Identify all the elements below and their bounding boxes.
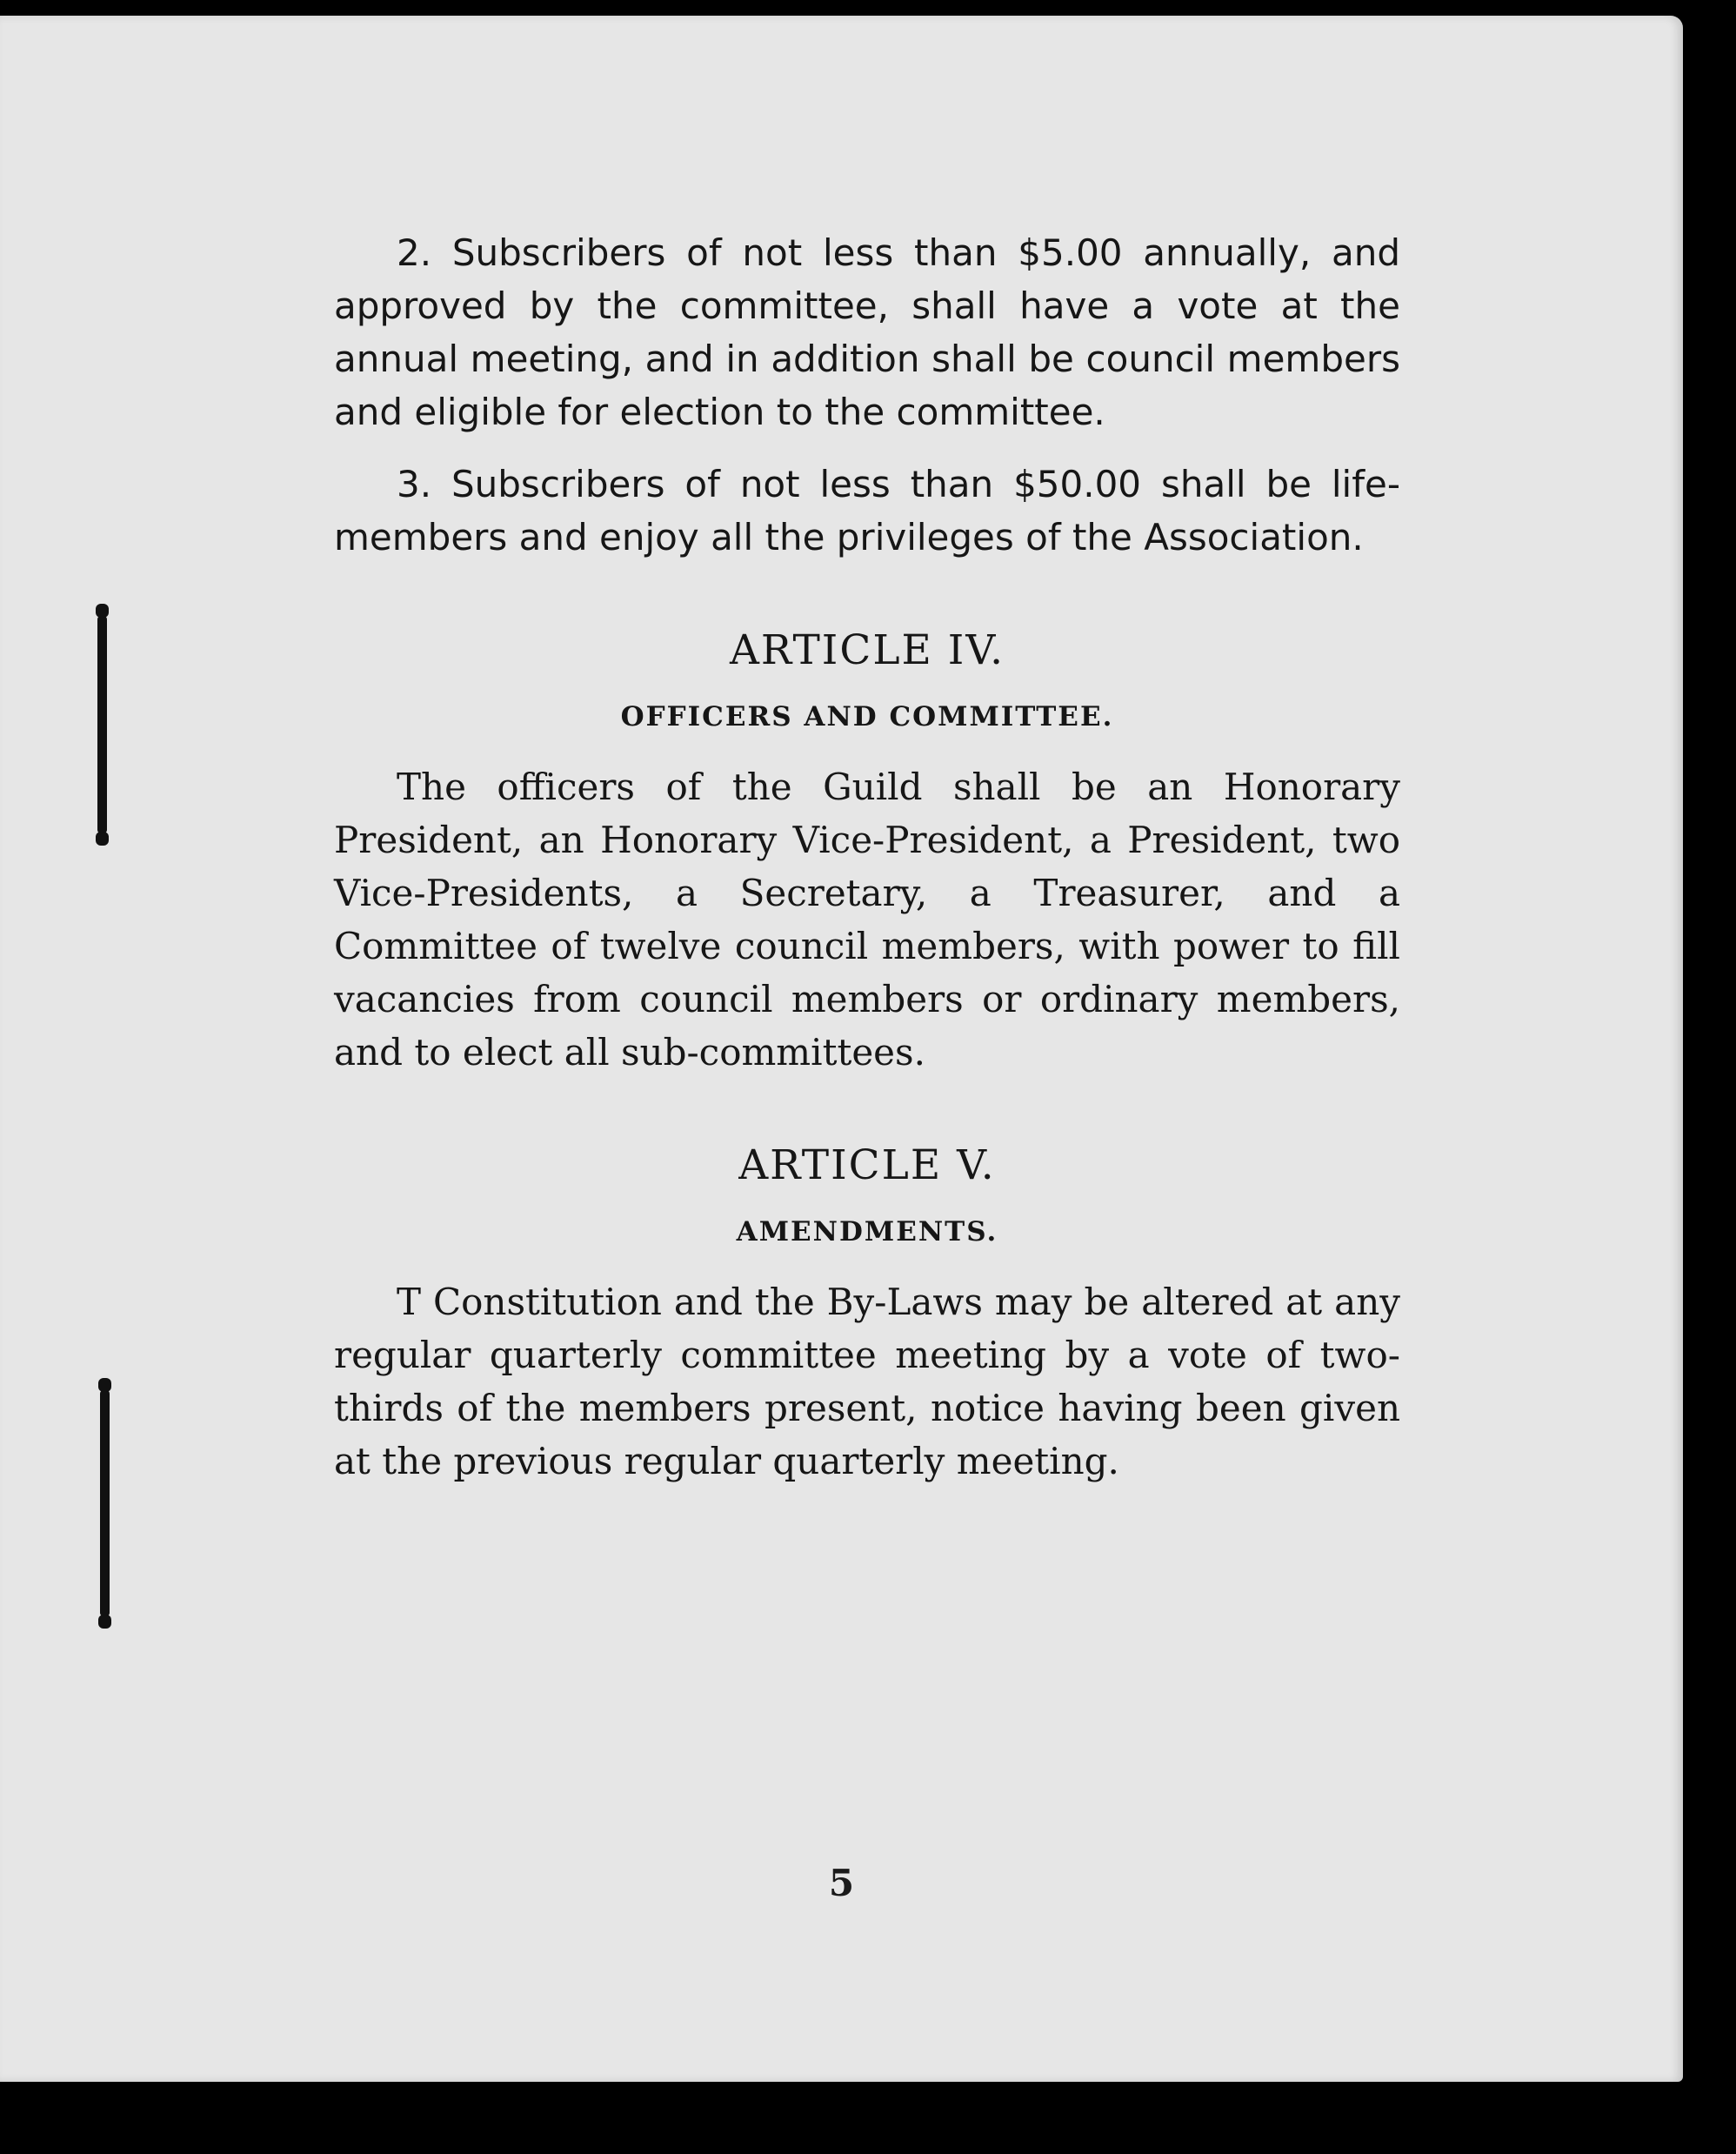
article-5-title: ARTICLE V. <box>738 1141 996 1189</box>
article-4-subtitle: OFFICERS AND COMMITTEE. <box>620 701 1114 732</box>
article-5-subtitle: AMENDMENTS. <box>736 1216 998 1248</box>
article-4-body: The officers of the Guild shall be an Honorary President, an Honorary Vice-President, a President, two Vice-Presidents, a Secretary, a Treasurer, and a Committee of twelve council members, with power to fill vacancies from council members or ordinary members, and to elect all sub-committees. <box>334 766 1400 1074</box>
staple-top-tip <box>96 604 109 618</box>
paragraph-subscribers-50: 3. Subscribers of not less than $50.00 shall be life-members and enjoy all the privileges of the Association. <box>334 463 1400 559</box>
page-number: 5 <box>828 1862 855 1904</box>
staple-top-end <box>96 832 109 846</box>
article-5-body: T Constitution and the By-Laws may be altered at any regular quarterly committee meeting by a vote of two-thirds of the members present, notice having been given at the previous regular quarterly meeting. <box>334 1281 1400 1482</box>
staple-bottom-end <box>98 1615 111 1629</box>
article-4-title: ARTICLE IV. <box>729 626 1005 674</box>
page-content <box>334 226 1400 1488</box>
paragraph-subscribers-5: 2. Subscribers of not less than $5.00 annually, and approved by the committee, shall have a vote at the annual meeting, and in addition shall be council members and eligible for election to the committee. <box>334 231 1400 433</box>
staple-top <box>97 616 107 833</box>
staple-bottom-tip <box>98 1378 111 1392</box>
staple-bottom <box>100 1390 110 1616</box>
document-page <box>0 16 1683 2082</box>
